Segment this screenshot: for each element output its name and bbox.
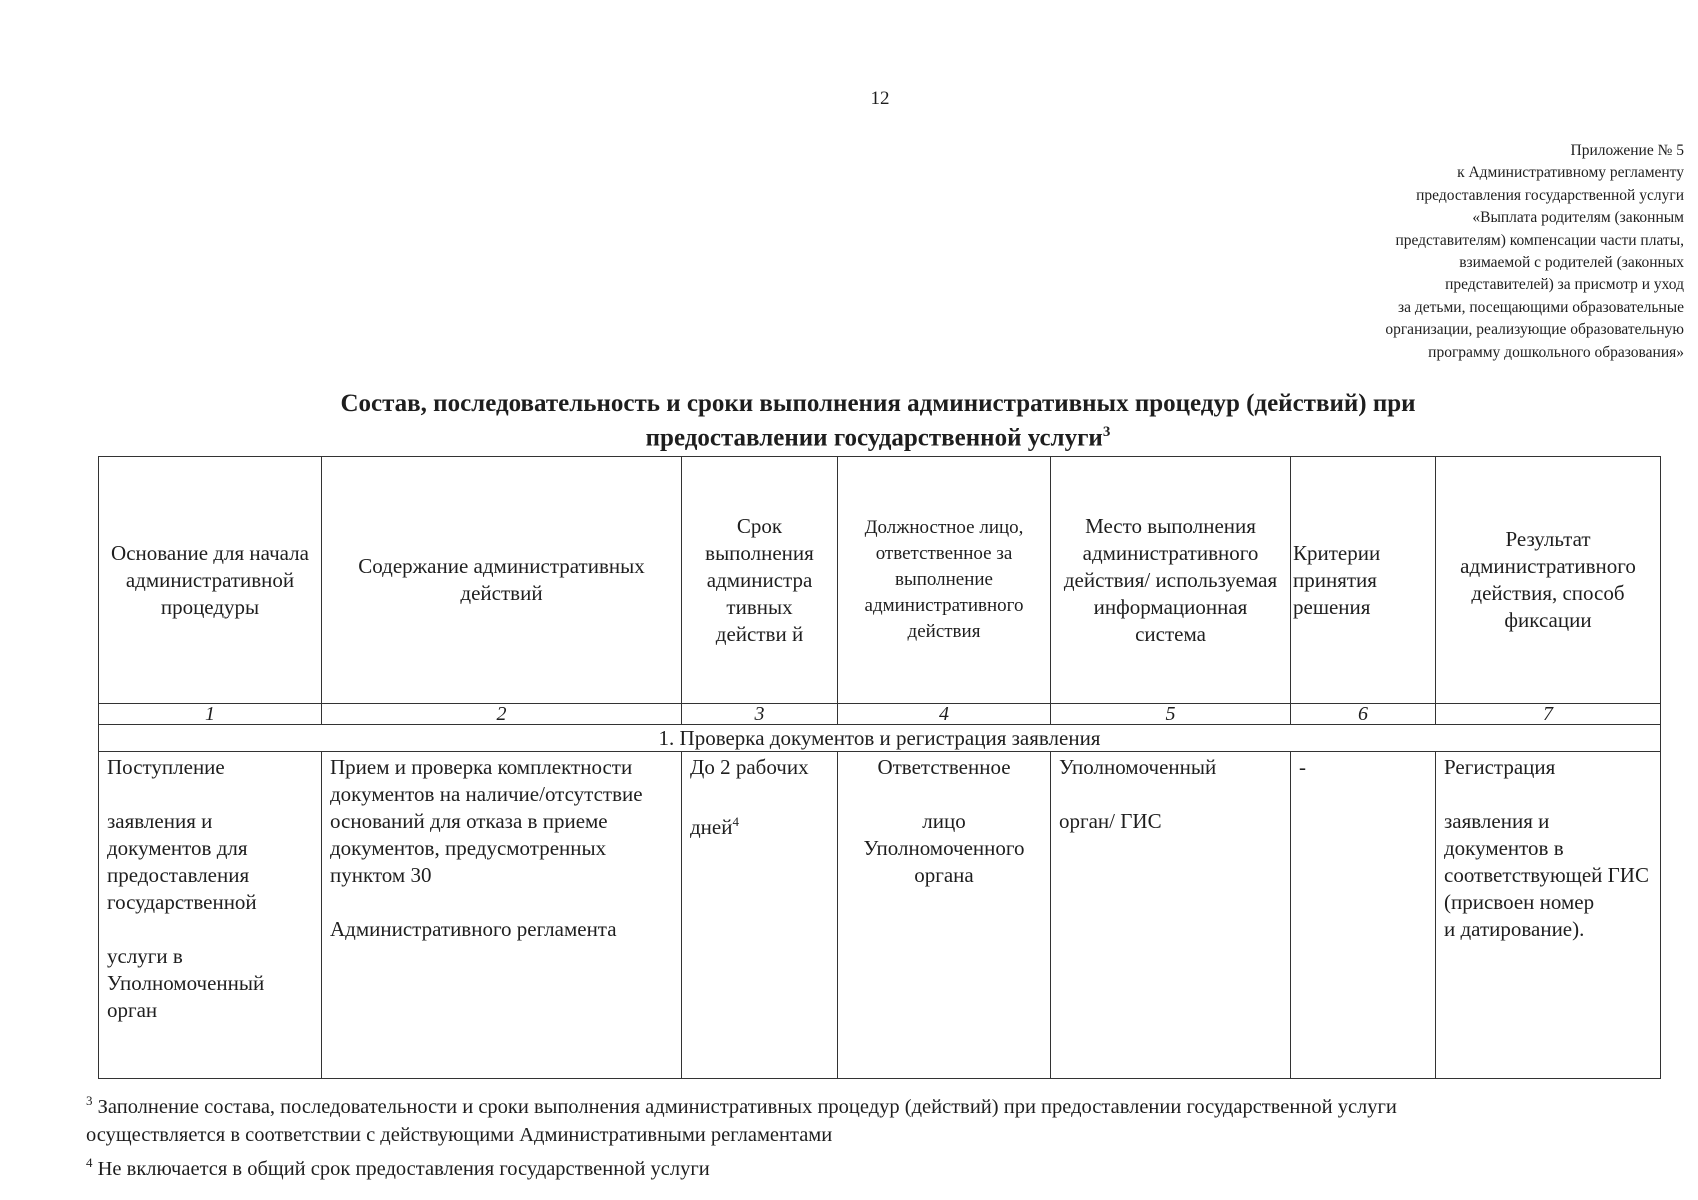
cell-criteria: - bbox=[1291, 752, 1436, 1079]
footnote-3: $^3$ Заполнение состава, последовательности и сроки выполнения административных процедур (действий) при предоставлении государственной услуги bbox=[86, 1093, 1397, 1118]
cell-official: Ответственное лицо Уполномоченного органа bbox=[838, 752, 1051, 1079]
column-number: 3 bbox=[682, 704, 838, 725]
cell-place: Уполномоченный орган/ ГИС bbox=[1051, 752, 1291, 1079]
header-cell: Место выполнения административного действия/ используемая информационная система bbox=[1051, 457, 1291, 704]
annex-line: представителям) компенсации части платы, bbox=[1395, 231, 1684, 249]
footnote-ref: 4 bbox=[732, 814, 739, 829]
footnote-3-continued: осуществляется в соответствии с действующими Административными регламентами bbox=[86, 1123, 833, 1146]
procedures-table bbox=[98, 456, 1661, 1079]
annex-line: Приложение № 5 bbox=[1570, 142, 1684, 159]
document-title bbox=[98, 390, 1658, 452]
cell-basis: Поступление заявления и документов для предоставления государственной услуги в Уполномоченный орган bbox=[99, 752, 322, 1079]
annex-line: представителей) за присмотр и уход bbox=[1445, 276, 1684, 294]
column-number: 5 bbox=[1051, 704, 1291, 725]
header-cell: Критерии принятия решения bbox=[1291, 457, 1436, 704]
column-number: 7 bbox=[1436, 704, 1661, 725]
cell-result: Регистрация заявления и документов в соответствующей ГИС (присвоен номер и датирование). bbox=[1436, 752, 1661, 1079]
title-line-2: предоставлении государственной услуги$^3$ bbox=[645, 424, 1111, 452]
header-cell: Результат административного действия, способ фиксации bbox=[1436, 457, 1661, 704]
annex-line: предоставления государственной услуги bbox=[1416, 186, 1684, 204]
annex-line: «Выплата родителям (законным bbox=[1472, 209, 1684, 227]
section-title: 1. Проверка документов и регистрация заявления bbox=[99, 725, 1661, 752]
header-cell: Срок выполнения администра тивных действи й bbox=[682, 457, 838, 704]
title-line-1: Состав, последовательность и сроки выполнения административных процедур (действий) при bbox=[340, 390, 1416, 417]
column-number: 6 bbox=[1291, 704, 1436, 725]
footnotes bbox=[86, 1087, 1397, 1183]
column-number: 4 bbox=[838, 704, 1051, 725]
header-cell: Содержание административных действий bbox=[322, 457, 682, 704]
annex-line: за детьми, посещающими образовательные bbox=[1397, 298, 1684, 316]
annex-line: организации, реализующие образовательную bbox=[1385, 321, 1684, 339]
footnote-ref: 3 bbox=[1102, 424, 1111, 440]
cell-term: До 2 рабочих дней$^4$ bbox=[682, 752, 838, 1079]
annex-line: к Административному регламенту bbox=[1457, 164, 1684, 182]
annex-header bbox=[1244, 140, 1684, 364]
annex-line: взимаемой с родителей (законных bbox=[1459, 254, 1684, 272]
annex-line: программу дошкольного образования» bbox=[1428, 343, 1684, 361]
page-number: 12 bbox=[870, 88, 890, 109]
column-number: 2 bbox=[322, 704, 682, 725]
header-cell: Должностное лицо, ответственное за выполнение административного действия bbox=[838, 457, 1051, 704]
column-number: 1 bbox=[99, 704, 322, 725]
cell-content: Прием и проверка комплектности документов на наличие/отсутствие оснований для отказа в приеме документов, предусмотренных пунктом 30 Административного регламента bbox=[322, 752, 682, 1079]
column-number-row bbox=[99, 704, 1661, 725]
footnote-4: $^4$ Не включается в общий срок предоставления государственной услуги bbox=[86, 1154, 710, 1180]
header-row bbox=[99, 457, 1661, 704]
section-row bbox=[99, 725, 1661, 752]
header-cell: Основание для начала административной процедуры bbox=[99, 457, 322, 704]
table-row bbox=[99, 752, 1661, 1079]
